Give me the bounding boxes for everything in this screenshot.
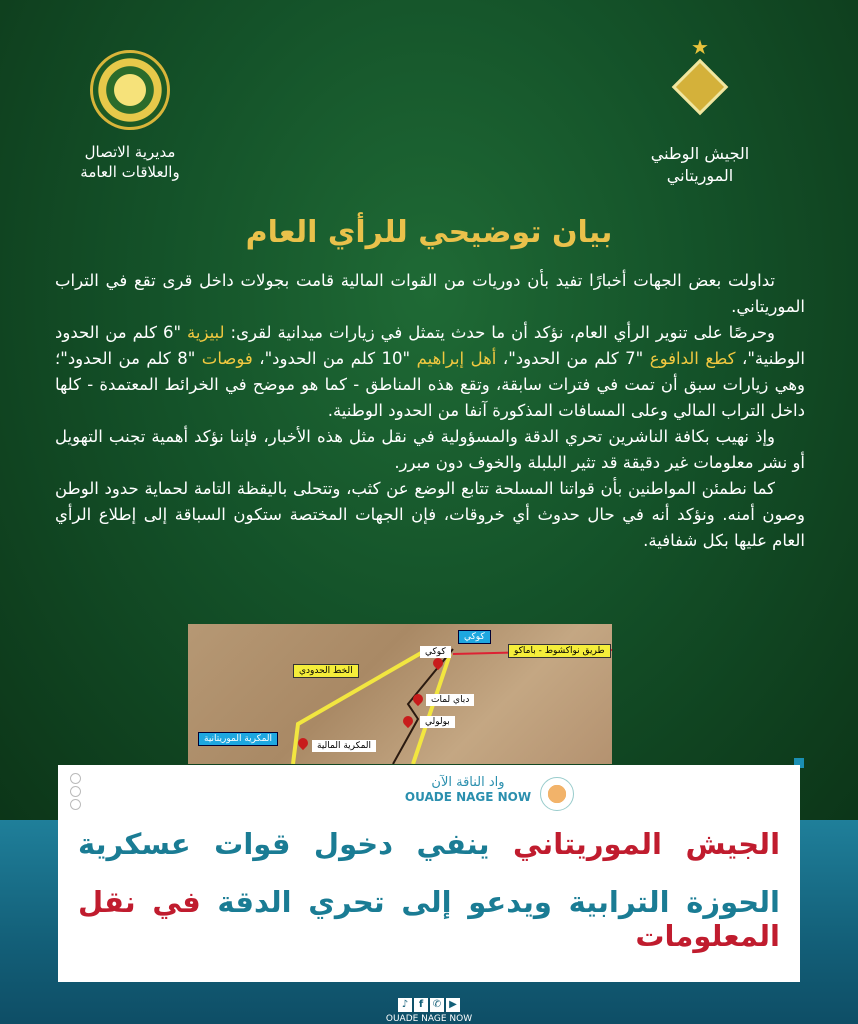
place-name: أهل إبراهيم (416, 349, 497, 368)
map-label-road: طريق نواكشوط - باماكو (508, 644, 611, 658)
footer-name: OUADE NAGE NOW (385, 1014, 473, 1024)
map-label-kouki-blue: كوكي (458, 630, 491, 644)
paragraph-1: تداولت بعض الجهات أخبارًا تفيد بأن دوريات من القوات المالية قامت بجولات داخل قرى تقع في التراب الموريتاني. (55, 271, 805, 316)
place-name: كطع الدافوع (649, 349, 736, 368)
communication-directorate-logo (60, 50, 200, 182)
headline-red: الجيش الموريتاني (512, 827, 781, 861)
youtube-icon[interactable]: ▶ (446, 998, 460, 1012)
map-label-mr-side: المكرية الموريتانية (198, 732, 278, 746)
brand (348, 775, 588, 804)
paragraph-2 (55, 320, 805, 424)
whatsapp-icon[interactable]: ✆ (430, 998, 444, 1012)
text: "8 كلم من الحدود"؛ وهي زيارات سبق أن تمت في فترات سابقة، وتقع هذه المناطق - كما هو موضح في الخرائط المعتمدة - كلها داخل التراب المالي وعلى المسافات المذكورة آنفا من الحدود الوطنية. (55, 349, 805, 420)
yellow-line (413, 654, 450, 764)
brand-arabic: واد الناقة الآن (431, 775, 505, 790)
text: "6 كلم من الحدود الوطنية"، (55, 323, 805, 368)
brand-english: OUADE NAGE NOW (404, 790, 532, 804)
logo-left-line2: والعلاقات العامة (80, 163, 180, 181)
tiktok-icon[interactable]: ♪ (398, 998, 412, 1012)
social-footer (0, 992, 858, 1024)
border-map (188, 624, 612, 764)
headline-red: في نقل المعلومات (78, 885, 780, 953)
paragraph-4: كما نطمئن المواطنين بأن قواتنا المسلحة تتابع الوضع عن كثب، وتتحلى باليقظة التامة لحماية حدود الوطن وصون أمنه. ونؤكد أنه في حال حدوث أي خروقات، فإن الجهات المختصة ستكون السباقة إلى إطلاع الرأي العام عليها بكل شفافية. (55, 479, 805, 550)
map-label-border: الخط الحدودي (293, 664, 359, 678)
text: "7 كلم من الحدود"، (496, 349, 650, 368)
map-label-kouki: كوكي (420, 646, 451, 658)
map-label-ml-side: المكرية المالية (312, 740, 376, 752)
headline-text: ينفي دخول قوات عسكرية (78, 827, 513, 861)
text: وحرصًا على تنوير الرأي العام، نؤكد أن ما حدث يتمثل في زيارات ميدانية لقرى: (224, 323, 775, 342)
map-label-boulouli: بولولي (420, 716, 455, 728)
headline-line-1 (78, 827, 780, 861)
logo-right-line1: الجيش الوطني (650, 144, 750, 163)
headline-card (58, 765, 800, 982)
statement-body (55, 268, 805, 554)
map-label-dabay: دباي لمات (426, 694, 474, 706)
facebook-icon[interactable]: f (414, 998, 428, 1012)
headline-text: الحوزة الترابية ويدعو إلى تحري الدقة (200, 885, 780, 919)
seal-icon (90, 50, 170, 130)
place-name: فوصات (201, 349, 253, 368)
statement-title: بيان توضيحي للرأي العام (245, 215, 613, 250)
dots-decoration (70, 773, 81, 812)
army-logo (640, 35, 760, 187)
logo-right-line2: الموريتاني (666, 166, 734, 185)
army-emblem-icon: ★ (655, 35, 745, 135)
text: "10 كلم من الحدود"، (252, 349, 417, 368)
logo-left-line1: مديرية الاتصال (84, 143, 176, 161)
place-name: لبيزية (187, 323, 225, 342)
paragraph-3: وإذ نهيب بكافة الناشرين تحري الدقة والمسؤولية في نقل مثل هذه الأخبار، فإننا نؤكد أهمية تجنب التهويل أو نشر معلومات غير دقيقة قد تثير البلبلة والخوف دون مبرر. (55, 427, 805, 472)
headline-line-2 (78, 885, 780, 953)
